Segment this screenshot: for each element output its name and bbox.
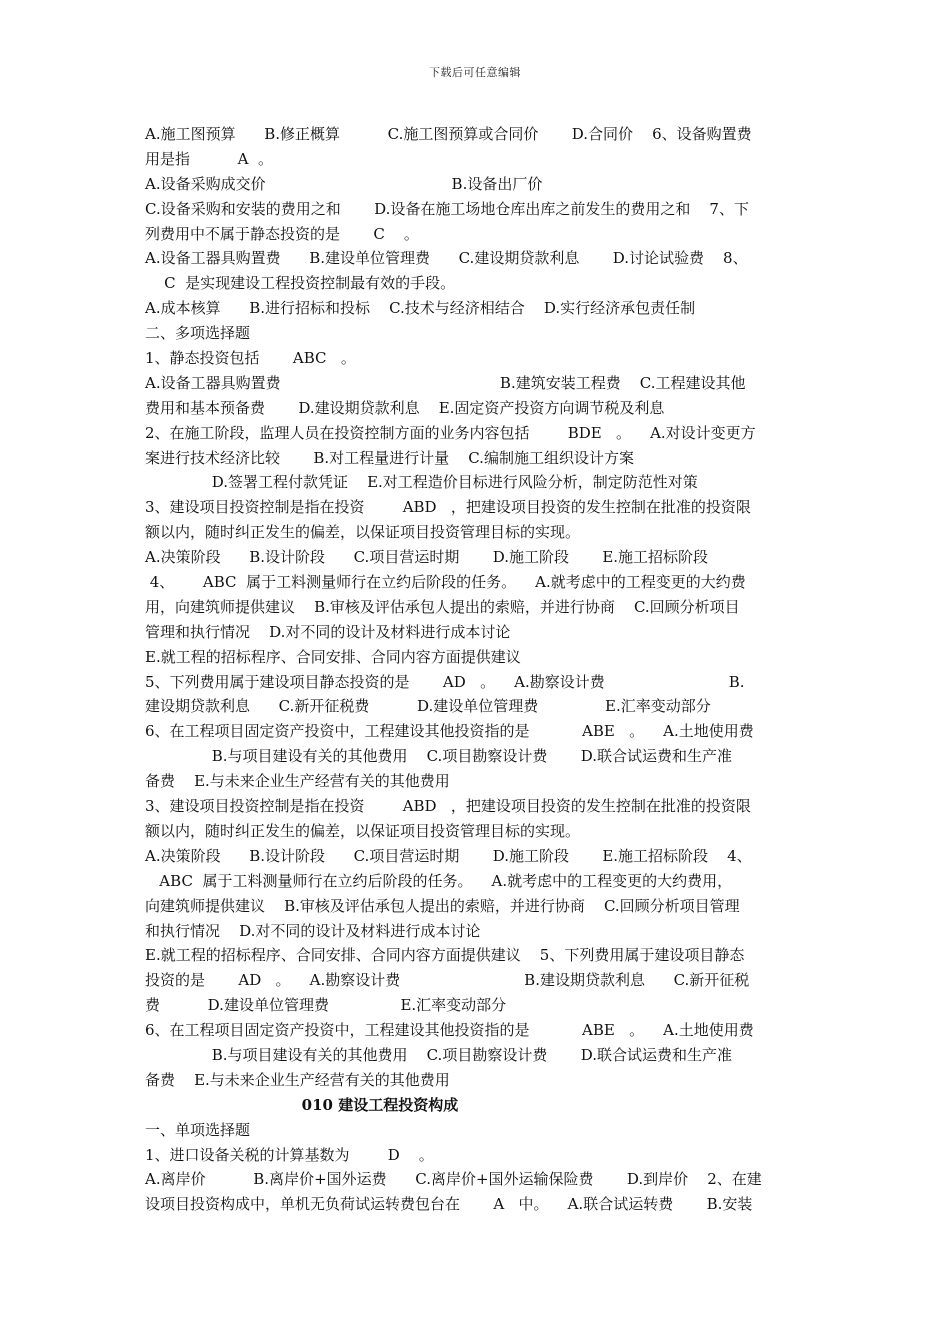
- text-line: B.与项目建设有关的其他费用 C.项目勘察设计费 D.联合试运费和生产准: [145, 1045, 732, 1064]
- text-line: 3、建设项目投资控制是指在投资 ABD ，把建设项目投资的发生控制在批准的投资限: [145, 797, 751, 816]
- page-header: 下载后可任意编辑: [429, 66, 521, 79]
- text-line: A.施工图预算 B.修正概算 C.施工图预算或合同价 D.合同价 6、设备购置费: [145, 125, 752, 143]
- text-line: E.就工程的招标程序、合同安排、合同内容方面提供建议: [145, 647, 521, 666]
- text-line: 备费 E.与未来企业生产经营有关的其他费用: [145, 1070, 450, 1089]
- text-line: 案进行技术经济比较 B.对工程量进行计量 C.编制施工组织设计方案: [145, 448, 634, 467]
- text-line: C 是实现建设工程投资控制最有效的手段。: [145, 274, 456, 293]
- text-line: B.与项目建设有关的其他费用 C.项目勘察设计费 D.联合试运费和生产准: [145, 747, 732, 766]
- text-line: 5、下列费用属于建设项目静态投资的是 AD 。 A.勘察设计费 B.: [145, 672, 745, 691]
- text-line: ABC 属于工料测量师行在立约后阶段的任务。 A.就考虑中的工程变更的大约费用，: [145, 871, 733, 890]
- text-line: A.设备工器具购置费 B.建筑安装工程费 C.工程建设其他: [145, 373, 746, 392]
- text-line: 额以内，随时纠正发生的偏差，以保证项目投资管理目标的实现。: [145, 821, 581, 840]
- text-line: A.设备采购成交价 B.设备出厂价: [145, 174, 543, 193]
- text-line: A.离岸价 B.离岸价+国外运费 C.离岸价+国外运输保险费 D.到岸价 2、在建: [145, 1170, 762, 1189]
- text-line: 建设期贷款利息 C.新开征税费 D.建设单位管理费 E.汇率变动部分: [145, 697, 711, 716]
- text-line: 3、建设项目投资控制是指在投资 ABD ，把建设项目投资的发生控制在批准的投资限: [145, 498, 751, 517]
- text-line: 投资的是 AD 。 A.勘察设计费 B.建设期贷款利息 C.新开征税: [145, 971, 750, 990]
- text-line: C.设备采购和安装的费用之和 D.设备在施工场地仓库出库之前发生的费用之和 7、下: [145, 199, 749, 218]
- text-line: 和执行情况 D.对不同的设计及材料进行成本讨论: [145, 921, 481, 940]
- text-line: 向建筑师提供建议 B.审核及评估承包人提出的索赔，并进行协商 C.回顾分析项目管理: [145, 896, 740, 915]
- text-line: 管理和执行情况 D.对不同的设计及材料进行成本讨论: [145, 622, 511, 641]
- text-line: A.决策阶段 B.设计阶段 C.项目营运时期 D.施工阶段 E.施工招标阶段 4、: [145, 846, 752, 865]
- text-line: 6、在工程项目固定资产投资中，工程建设其他投资指的是 ABE 。 A.土地使用费: [145, 1021, 754, 1040]
- text-line: 设项目投资构成中，单机无负荷试运转费包台在 A 中。 A.联合试运转费 B.安装: [145, 1195, 753, 1214]
- text-line: 额以内，随时纠正发生的偏差，以保证项目投资管理目标的实现。: [145, 523, 581, 542]
- text-line: A.成本核算 B.进行招标和投标 C.技术与经济相结合 D.实行经济承包责任制: [145, 299, 696, 318]
- text-line: 6、在工程项目固定资产投资中，工程建设其他投资指的是 ABE 。 A.土地使用费: [145, 722, 754, 741]
- text-line: 费 D.建设单位管理费 E.汇率变动部分: [145, 996, 507, 1015]
- text-line: 2、在施工阶段，监理人员在投资控制方面的业务内容包括 BDE 。 A.对设计变更方: [145, 423, 756, 442]
- text-line: D.签署工程付款凭证 E.对工程造价目标进行风险分析，制定防范性对策: [145, 473, 698, 492]
- text-line: 二、多项选择题: [145, 324, 251, 343]
- text-line: 费用和基本预备费 D.建设期贷款利息 E.固定资产投资方向调节税及利息: [145, 398, 665, 417]
- text-line: 用是指 A 。: [145, 149, 274, 168]
- text-line: 列费用中不属于静态投资的是 C 。: [145, 224, 419, 243]
- text-line: 用，向建筑师提供建议 B.审核及评估承包人提出的索赔，并进行协商 C.回顾分析项目: [145, 597, 740, 616]
- document-body: [145, 122, 807, 1217]
- text-line: 1、静态投资包括 ABC 。: [145, 349, 356, 368]
- section-title: 010 建设工程投资构成: [145, 1095, 459, 1114]
- text-line: 1、进口设备关税的计算基数为 D 。: [145, 1145, 434, 1164]
- text-line: 一、单项选择题: [145, 1120, 251, 1139]
- text-line: 备费 E.与未来企业生产经营有关的其他费用: [145, 772, 450, 791]
- text-line: A.决策阶段 B.设计阶段 C.项目营运时期 D.施工阶段 E.施工招标阶段: [145, 548, 709, 567]
- text-line: A.设备工器具购置费 B.建设单位管理费 C.建设期贷款利息 D.讨论试验费 8、: [145, 249, 748, 268]
- text-line: 4、 ABC 属于工料测量师行在立约后阶段的任务。 A.就考虑中的工程变更的大约费: [145, 573, 746, 592]
- text-line: E.就工程的招标程序、合同安排、合同内容方面提供建议 5、下列费用属于建设项目静态: [145, 946, 745, 965]
